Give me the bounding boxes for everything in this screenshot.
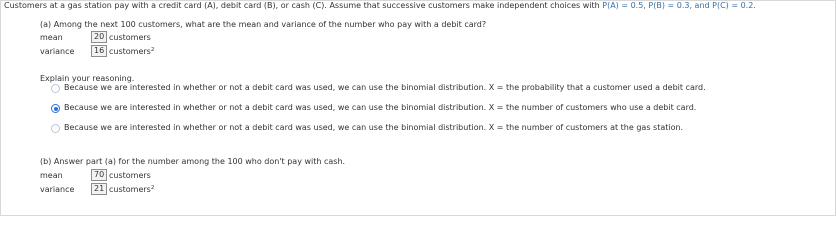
part-a-variance-label: variance [40, 47, 75, 56]
reasoning-prompt: Explain your reasoning. [40, 74, 135, 83]
part-a-variance-input[interactable]: 16 [91, 45, 107, 57]
reasoning-option-1-radio[interactable] [51, 84, 60, 93]
reasoning-option-1-label[interactable]: Because we are interested in whether or not a debit card was used, we can use the binomial distribution. X = the probability that a customer used a debit card. [64, 83, 706, 92]
reasoning-option-2-label[interactable]: Because we are interested in whether or not a debit card was used, we can use the binomial distribution. X = the number of customers who use a debit card. [64, 103, 697, 112]
part-a-mean-unit: customers [109, 33, 151, 42]
part-b-prompt: (b) Answer part (a) for the number among the 100 who don't pay with cash. [40, 157, 346, 166]
question-intro [4, 1, 756, 10]
reasoning-option-3-label[interactable]: Because we are interested in whether or not a debit card was used, we can use the binomial distribution. X = the number of customers at the gas station. [64, 123, 684, 132]
part-b-variance-input[interactable]: 21 [91, 183, 107, 195]
part-b-variance-label: variance [40, 185, 75, 194]
part-a-variance-unit: customers$^2$ [109, 47, 155, 56]
reasoning-option-3-radio[interactable] [51, 124, 60, 133]
part-b-mean-label: mean [40, 171, 63, 180]
part-a-mean-label: mean [40, 33, 63, 42]
part-b-variance-unit: customers$^2$ [109, 185, 155, 194]
probabilities-text: P(A) = 0.5, P(B) = 0.3, and P(C) = 0.2. [602, 1, 756, 10]
reasoning-option-2-radio[interactable] [51, 104, 60, 113]
intro-text: Customers at a gas station pay with a credit card (A), debit card (B), or cash (C). Assume that successive customers make independent choices with [4, 1, 600, 10]
part-a-prompt: (a) Among the next 100 customers, what are the mean and variance of the number who pay with a debit card? [40, 20, 487, 29]
part-b-mean-input[interactable]: 70 [91, 169, 107, 181]
part-b-mean-unit: customers [109, 171, 151, 180]
part-a-mean-input[interactable]: 20 [91, 31, 107, 43]
